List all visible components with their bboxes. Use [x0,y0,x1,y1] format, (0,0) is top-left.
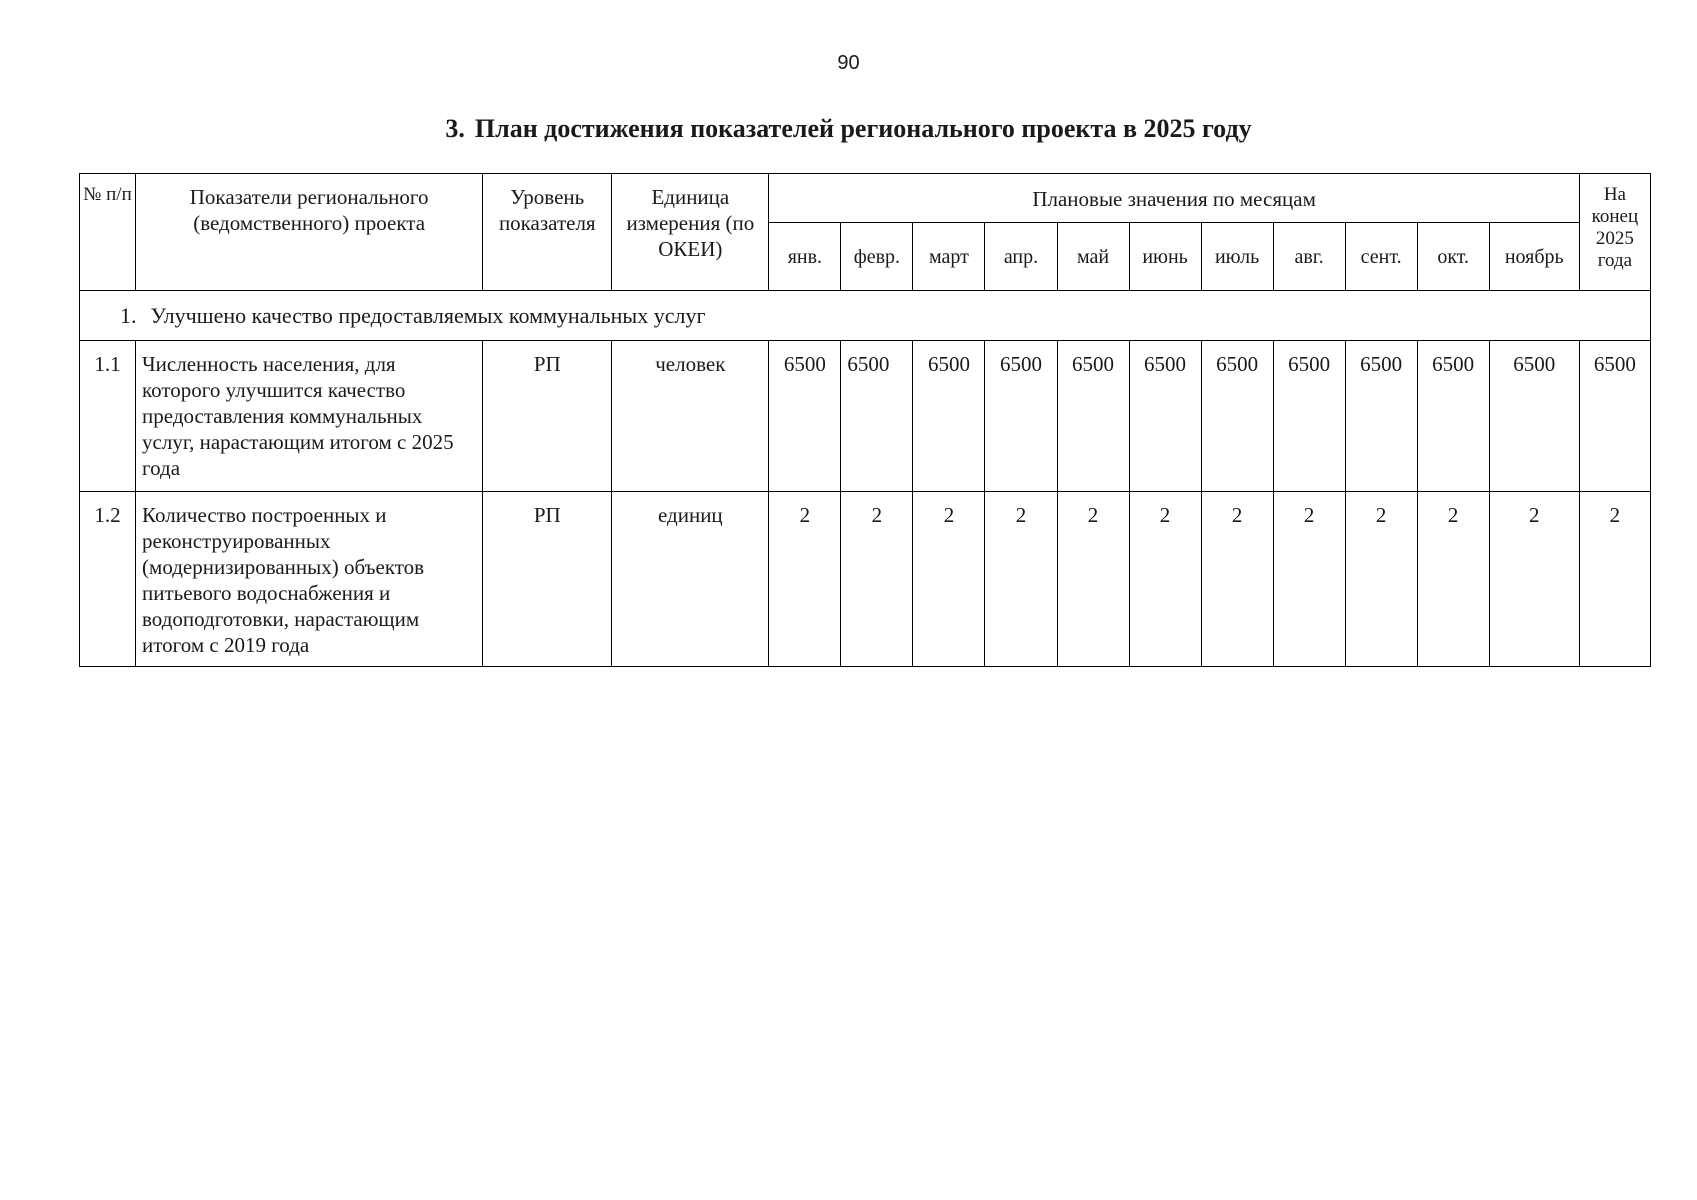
indicator-unit: единиц [612,492,769,667]
section-text: Улучшено качество предоставляемых коммунальных услуг [150,303,706,328]
header-month: июнь [1129,223,1201,291]
page-number: 90 [837,52,860,74]
header-month: февр. [841,223,913,291]
page-title [0,114,1697,144]
month-value: 2 [913,492,985,667]
end-of-year-value: 2 [1579,492,1650,667]
month-value: 6500 [1129,341,1201,492]
month-value: 6500 [1201,341,1273,492]
header-plan-months: Плановые значения по месяцам [769,174,1579,223]
section-row [80,291,1651,341]
indicator-level: РП [483,492,612,667]
row-number: 1.2 [80,492,136,667]
header-month: окт. [1417,223,1489,291]
month-value: 6500 [1273,341,1345,492]
month-value: 2 [1273,492,1345,667]
header-end-of-year: На конец 2025 года [1579,174,1650,291]
month-value: 6500 [1417,341,1489,492]
month-value: 2 [1057,492,1129,667]
indicator-name: Количество построенных и реконструированных (модернизированных) объектов питьевого водоснабжения и водоподготовки, нарастающим итогом с 2019 года [136,492,483,667]
month-value: 6500 [1489,341,1579,492]
month-value: 6500 [1345,341,1417,492]
month-value: 2 [1489,492,1579,667]
header-month: июль [1201,223,1273,291]
header-month: ноябрь [1489,223,1579,291]
section-number: 1. [120,303,137,328]
header-month: авг. [1273,223,1345,291]
indicator-unit: человек [612,341,769,492]
header-month: янв. [769,223,841,291]
title-number: 3. [445,114,465,143]
indicator-name: Численность населения, для которого улучшится качество предоставления коммунальных услуг, нарастающим итогом с 2025 года [136,341,483,492]
indicator-level: РП [483,341,612,492]
month-value: 6500 [841,341,913,492]
end-of-year-value: 6500 [1579,341,1650,492]
month-value: 2 [769,492,841,667]
header-month: май [1057,223,1129,291]
month-value: 2 [1417,492,1489,667]
month-value: 6500 [913,341,985,492]
month-value: 2 [1129,492,1201,667]
month-value: 2 [1345,492,1417,667]
table-row [80,492,1651,667]
header-month: март [913,223,985,291]
month-value: 2 [1201,492,1273,667]
row-number: 1.1 [80,341,136,492]
month-value: 6500 [985,341,1057,492]
month-value: 6500 [769,341,841,492]
header-month: апр. [985,223,1057,291]
header-month: сент. [1345,223,1417,291]
header-num: № п/п [80,174,136,291]
title-text: План достижения показателей регионального проекта в 2025 году [474,114,1252,143]
table-row [80,341,1651,492]
month-value: 6500 [1057,341,1129,492]
plan-table [79,173,1651,667]
header-indicator: Показатели регионального (ведомственного) проекта [136,174,483,291]
header-level: Уровень показателя [483,174,612,291]
month-value: 2 [985,492,1057,667]
section-title [80,291,1651,341]
header-row-1 [80,174,1651,223]
header-unit: Единица измерения (по ОКЕИ) [612,174,769,291]
month-value: 2 [841,492,913,667]
